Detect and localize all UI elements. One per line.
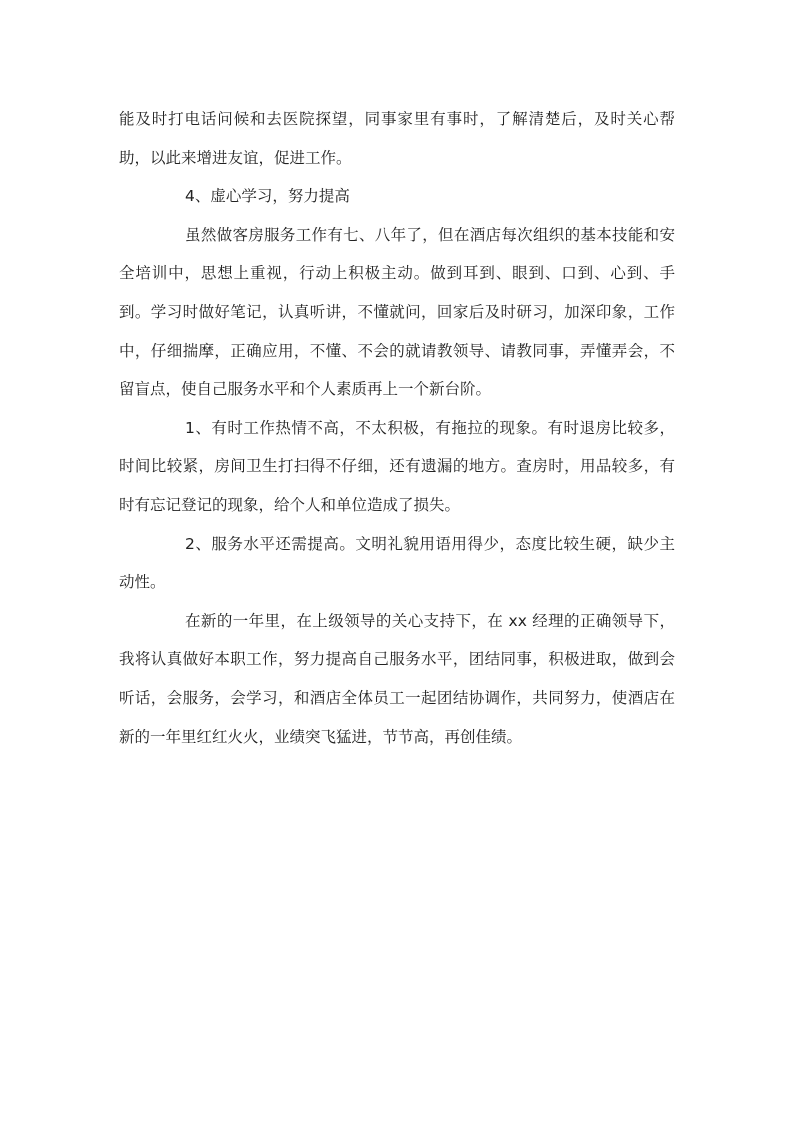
document-body	[119, 100, 675, 756]
paragraph-shortcoming-1: 1、有时工作热情不高，不太积极，有拖拉的现象。有时退房比较多，时间比较紧，房间卫生打扫得不仔细，还有遗漏的地方。查房时，用品较多，有时有忘记登记的现象，给个人和单位造成了损失。	[119, 418, 675, 514]
paragraph-learning: 虽然做客房服务工作有七、八年了，但在酒店每次组织的基本技能和安全培训中，思想上重视，行动上积极主动。做到耳到、眼到、口到、心到、手到。学习时做好笔记，认真听讲，不懂就问，回家后及时研习，加深印象，工作中，仔细揣摩，正确应用，不懂、不会的就请教领导、请教同事，弄懂弄会，不留盲点，使自己服务水平和个人素质再上一个新台阶。	[119, 225, 675, 399]
section-heading-4: 4、虚心学习，努力提高	[185, 187, 350, 206]
paragraph-continuation: 能及时打电话问候和去医院探望，同事家里有事时，了解清楚后，及时关心帮助，以此来增进友谊，促进工作。	[119, 110, 675, 167]
paragraph-new-year-plan: 在新的一年里，在上级领导的关心支持下，在 xx 经理的正确领导下，我将认真做好本职工作，努力提高自己服务水平，团结同事，积极进取，做到会听话，会服务，会学习，和酒店全体员工一起团结协调作，共同努力，使酒店在新的一年里红红火火，业绩突飞猛进，节节高，再创佳绩。	[119, 611, 675, 746]
paragraph-shortcoming-2: 2、服务水平还需提高。文明礼貌用语用得少，态度比较生硬，缺少主动性。	[119, 534, 675, 592]
